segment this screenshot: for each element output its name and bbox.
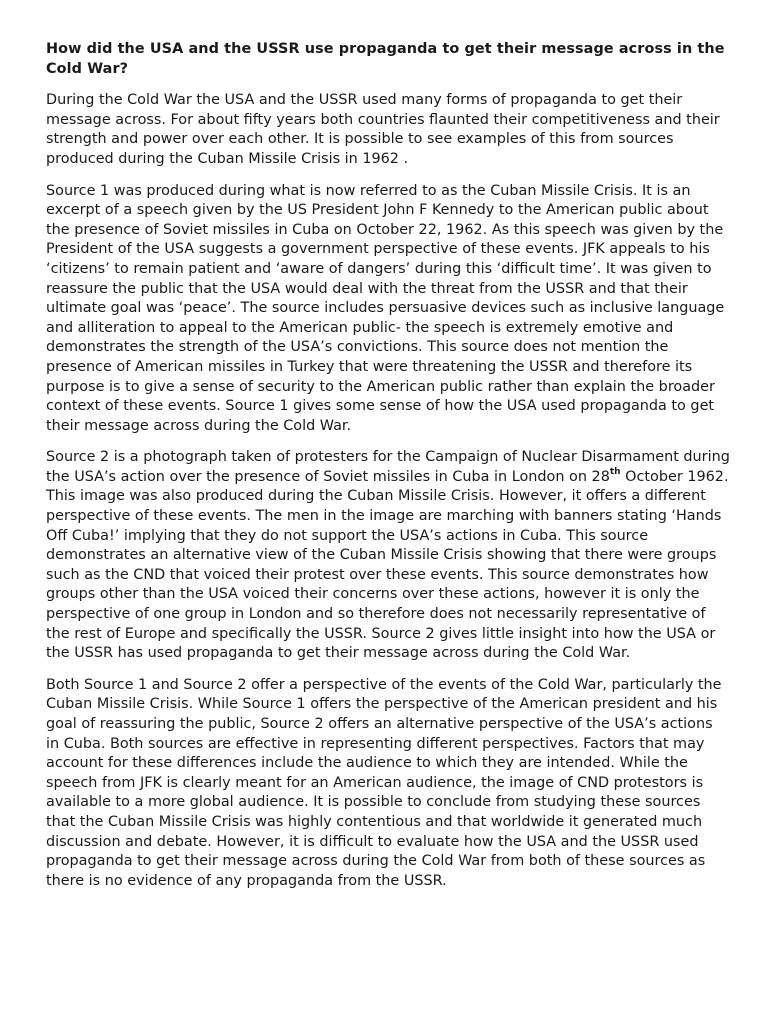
document-page: [46, 40, 730, 903]
paragraph-source-2-part-2: October 1962. This image was also produced during the Cuban Missile Crisis. However, it offers a different perspective of these events. The men in the image are marching with banners stating ‘Hands Off Cuba!’ implying that they do not support the USA’s actions in Cuba. This source demonstrates an alternative view of the Cuban Missile Crisis showing that there were groups such as the CND that voiced their protest over these events. This source demonstrates how groups other than the USA voiced their concerns over these actions, however it is only the perspective of one group in London and so therefore does not necessarily representative of the rest of Europe and specifically the USSR. Source 2 gives little insight into how the USA or the USSR has used propaganda to get their message across during the Cold War.: [46, 468, 729, 662]
paragraph-source-1: Source 1 was produced during what is now referred to as the Cuban Missile Crisis. It is an excerpt of a speech given by the US President John F Kennedy to the American public about the presence of Soviet missiles in Cuba on October 22, 1962. As this speech was given by the President of the USA suggests a government perspective of these events. JFK appeals to his ‘citizens’ to remain patient and ‘aware of dangers’ during this ‘difficult time’. It was given to reassure the public that the USA would deal with the threat from the USSR and that their ultimate goal was ‘peace’. The source includes persuasive devices such as inclusive language and alliteration to appeal to the American public- the speech is extremely emotive and demonstrates the strength of the USA’s convictions. This source does not mention the presence of American missiles in Turkey that were threatening the USSR and therefore its purpose is to give a sense of security to the American public rather than explain the broader context of these events. Source 1 gives some sense of how the USA used propaganda to get their message across during the Cold War.: [46, 182, 725, 434]
paragraph-source-2-part-1: Source 2 is a photograph taken of protesters for the Campaign of Nuclear Disarmament during the USA’s action over the presence of Soviet missiles in Cuba in London on 28: [46, 449, 730, 485]
ordinal-superscript: th: [609, 467, 621, 478]
paragraph-introduction: During the Cold War the USA and the USSR used many forms of propaganda to get their message across. For about fifty years both countries flaunted their competitiveness and their strength and power over each other. It is possible to see examples of this from sources produced during the Cuban Missile Crisis in 1962 .: [46, 92, 720, 167]
essay-question-heading: How did the USA and the USSR use propaganda to get their message across in the Cold War?: [46, 41, 725, 77]
paragraph-source-2: [46, 448, 730, 664]
paragraph-conclusion: Both Source 1 and Source 2 offer a perspective of the events of the Cold War, particularly the Cuban Missile Crisis. While Source 1 offers the perspective of the American president and his goal of reassuring the public, Source 2 offers an alternative perspective of the USA’s actions in Cuba. Both sources are effective in representing different perspectives. Factors that may account for these differences include the audience to which they are intended. While the speech from JFK is clearly meant for an American audience, the image of CND protestors is available to a more global audience. It is possible to conclude from studying these sources that the Cuban Missile Crisis was highly contentious and that worldwide it generated much discussion and debate. However, it is difficult to evaluate how the USA and the USSR used propaganda to get their message across during the Cold War from both of these sources as there is no evidence of any propaganda from the USSR.: [46, 676, 722, 889]
